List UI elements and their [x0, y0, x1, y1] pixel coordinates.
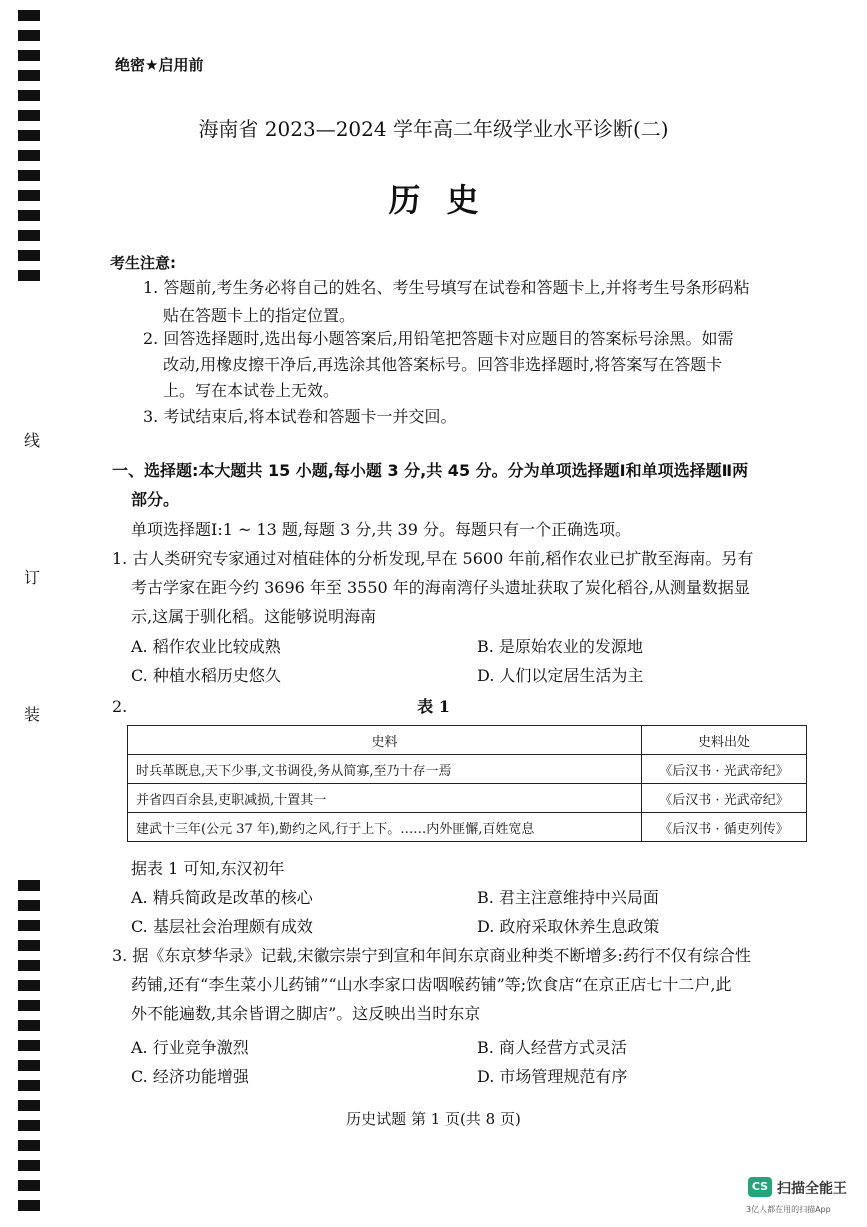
scanner-app-name: 扫描全能王: [777, 1181, 847, 1197]
question-3-option-c: C. 经济功能增强: [131, 1067, 249, 1086]
binding-bar: [18, 70, 40, 81]
binding-bar: [18, 1060, 40, 1071]
binding-bar: [18, 1020, 40, 1031]
table-header-source: 史料: [128, 726, 642, 755]
binding-bar: [18, 880, 40, 891]
question-3-stem: 3. 据《东京梦华录》记载,宋徽宗崇宁到宣和年间东京商业种类不断增多:药行不仅有综合性: [112, 946, 751, 965]
source-table: [127, 725, 807, 842]
notice-line: 2. 回答选择题时,选出每小题答案后,用铅笔把答题卡对应题目的答案标号涂黑。如需: [143, 329, 734, 348]
table-header-origin: 史料出处: [642, 726, 807, 755]
question-2-option-a: A. 精兵简政是改革的核心: [131, 888, 313, 907]
table-cell-source: 时兵革既息,天下少事,文书调役,务从简寡,至乃十存一焉: [128, 755, 642, 784]
notice-line: 1. 答题前,考生务必将自己的姓名、考生号填写在试卷和答题卡上,并将考生号条形码粘: [143, 278, 750, 297]
section-subheading: 单项选择题Ⅰ:1 ~ 13 题,每题 3 分,共 39 分。每题只有一个正确选项。: [131, 520, 631, 539]
binding-bar: [18, 1140, 40, 1151]
question-1-option-c: C. 种植水稻历史悠久: [131, 666, 281, 685]
binding-bar: [18, 30, 40, 41]
question-1-option-a: A. 稻作农业比较成熟: [131, 637, 281, 656]
question-2-option-c: C. 基层社会治理颇有成效: [131, 917, 313, 936]
binding-bar: [18, 90, 40, 101]
table-title: 表 1: [417, 697, 450, 716]
question-3-option-b: B. 商人经营方式灵活: [477, 1038, 627, 1057]
subject-title: 历史: [388, 181, 505, 219]
question-2-stem: 据表 1 可知,东汉初年: [131, 859, 285, 878]
section-heading-cont: 部分。: [131, 490, 180, 509]
binding-bar: [18, 960, 40, 971]
binding-bar: [18, 920, 40, 931]
question-1-stem: 考古学家在距今约 3696 年至 3550 年的海南湾仔头遗址获取了炭化稻谷,从测量数据显: [131, 578, 750, 597]
notice-heading: 考生注意:: [110, 254, 176, 272]
question-3-option-a: A. 行业竞争激烈: [131, 1038, 249, 1057]
exam-title: 海南省 2023—2024 学年高二年级学业水平诊断(二): [198, 117, 669, 141]
binding-bar: [18, 1180, 40, 1191]
notice-line: 改动,用橡皮擦干净后,再选涂其他答案标号。回答非选择题时,将答案写在答题卡: [163, 355, 723, 374]
question-3-stem: 药铺,还有“李生菜小儿药铺”“山水李家口齿咽喉药铺”等;饮食店“在京正店七十二户,此: [131, 975, 732, 994]
question-2-option-b: B. 君主注意维持中兴局面: [477, 888, 659, 907]
binding-label-zhuang: 装: [24, 705, 41, 724]
table-cell-origin: 《后汉书 · 循吏列传》: [642, 813, 807, 842]
question-2-option-d: D. 政府采取休养生息政策: [477, 917, 660, 936]
table-header-row: [128, 726, 807, 755]
confidential-label: 绝密★启用前: [115, 56, 204, 74]
notice-line: 贴在答题卡上的指定位置。: [163, 306, 356, 325]
page-footer: 历史试题 第 1 页(共 8 页): [346, 1110, 521, 1128]
table-row: [128, 813, 807, 842]
binding-bar: [18, 50, 40, 61]
question-1-stem: 示,这属于驯化稻。这能够说明海南: [131, 607, 377, 626]
binding-bar: [18, 250, 40, 261]
binding-bar: [18, 10, 40, 21]
question-1-option-b: B. 是原始农业的发源地: [477, 637, 643, 656]
binding-bar: [18, 1000, 40, 1011]
binding-label-ding: 订: [24, 568, 41, 587]
binding-bar: [18, 1040, 40, 1051]
scanner-tagline: 3亿人都在用的扫描App: [746, 1205, 831, 1214]
question-3-stem: 外不能遍数,其余皆谓之脚店”。这反映出当时东京: [131, 1004, 481, 1023]
binding-bar: [18, 150, 40, 161]
binding-bar: [18, 980, 40, 991]
table-row: [128, 755, 807, 784]
table-cell-origin: 《后汉书 · 光武帝纪》: [642, 784, 807, 813]
binding-bar: [18, 900, 40, 911]
table-cell-source: 并省四百余县,吏职减损,十置其一: [128, 784, 642, 813]
section-heading: 一、选择题:本大题共 15 小题,每小题 3 分,共 45 分。分为单项选择题Ⅰ和单项选择题Ⅱ两: [112, 461, 749, 480]
table-cell-origin: 《后汉书 · 光武帝纪》: [642, 755, 807, 784]
question-1-option-d: D. 人们以定居生活为主: [477, 666, 644, 685]
binding-bar: [18, 1080, 40, 1091]
binding-bar: [18, 270, 40, 281]
binding-bar: [18, 230, 40, 241]
table-cell-source: 建武十三年(公元 37 年),勤约之风,行于上下。……内外匪懈,百姓宽息: [128, 813, 642, 842]
binding-label-xian: 线: [24, 431, 41, 450]
notice-line: 上。写在本试卷上无效。: [163, 381, 340, 400]
binding-bar: [18, 1200, 40, 1211]
table-row: [128, 784, 807, 813]
camscanner-logo-icon: CS: [748, 1177, 772, 1197]
question-1-stem: 1. 古人类研究专家通过对植硅体的分析发现,早在 5600 年前,稻作农业已扩散至海南。另有: [112, 549, 754, 568]
binding-bar: [18, 940, 40, 951]
binding-bar: [18, 1160, 40, 1171]
notice-line: 3. 考试结束后,将本试卷和答题卡一并交回。: [143, 407, 457, 426]
question-2-number: 2.: [112, 697, 128, 716]
question-3-option-d: D. 市场管理规范有序: [477, 1067, 628, 1086]
